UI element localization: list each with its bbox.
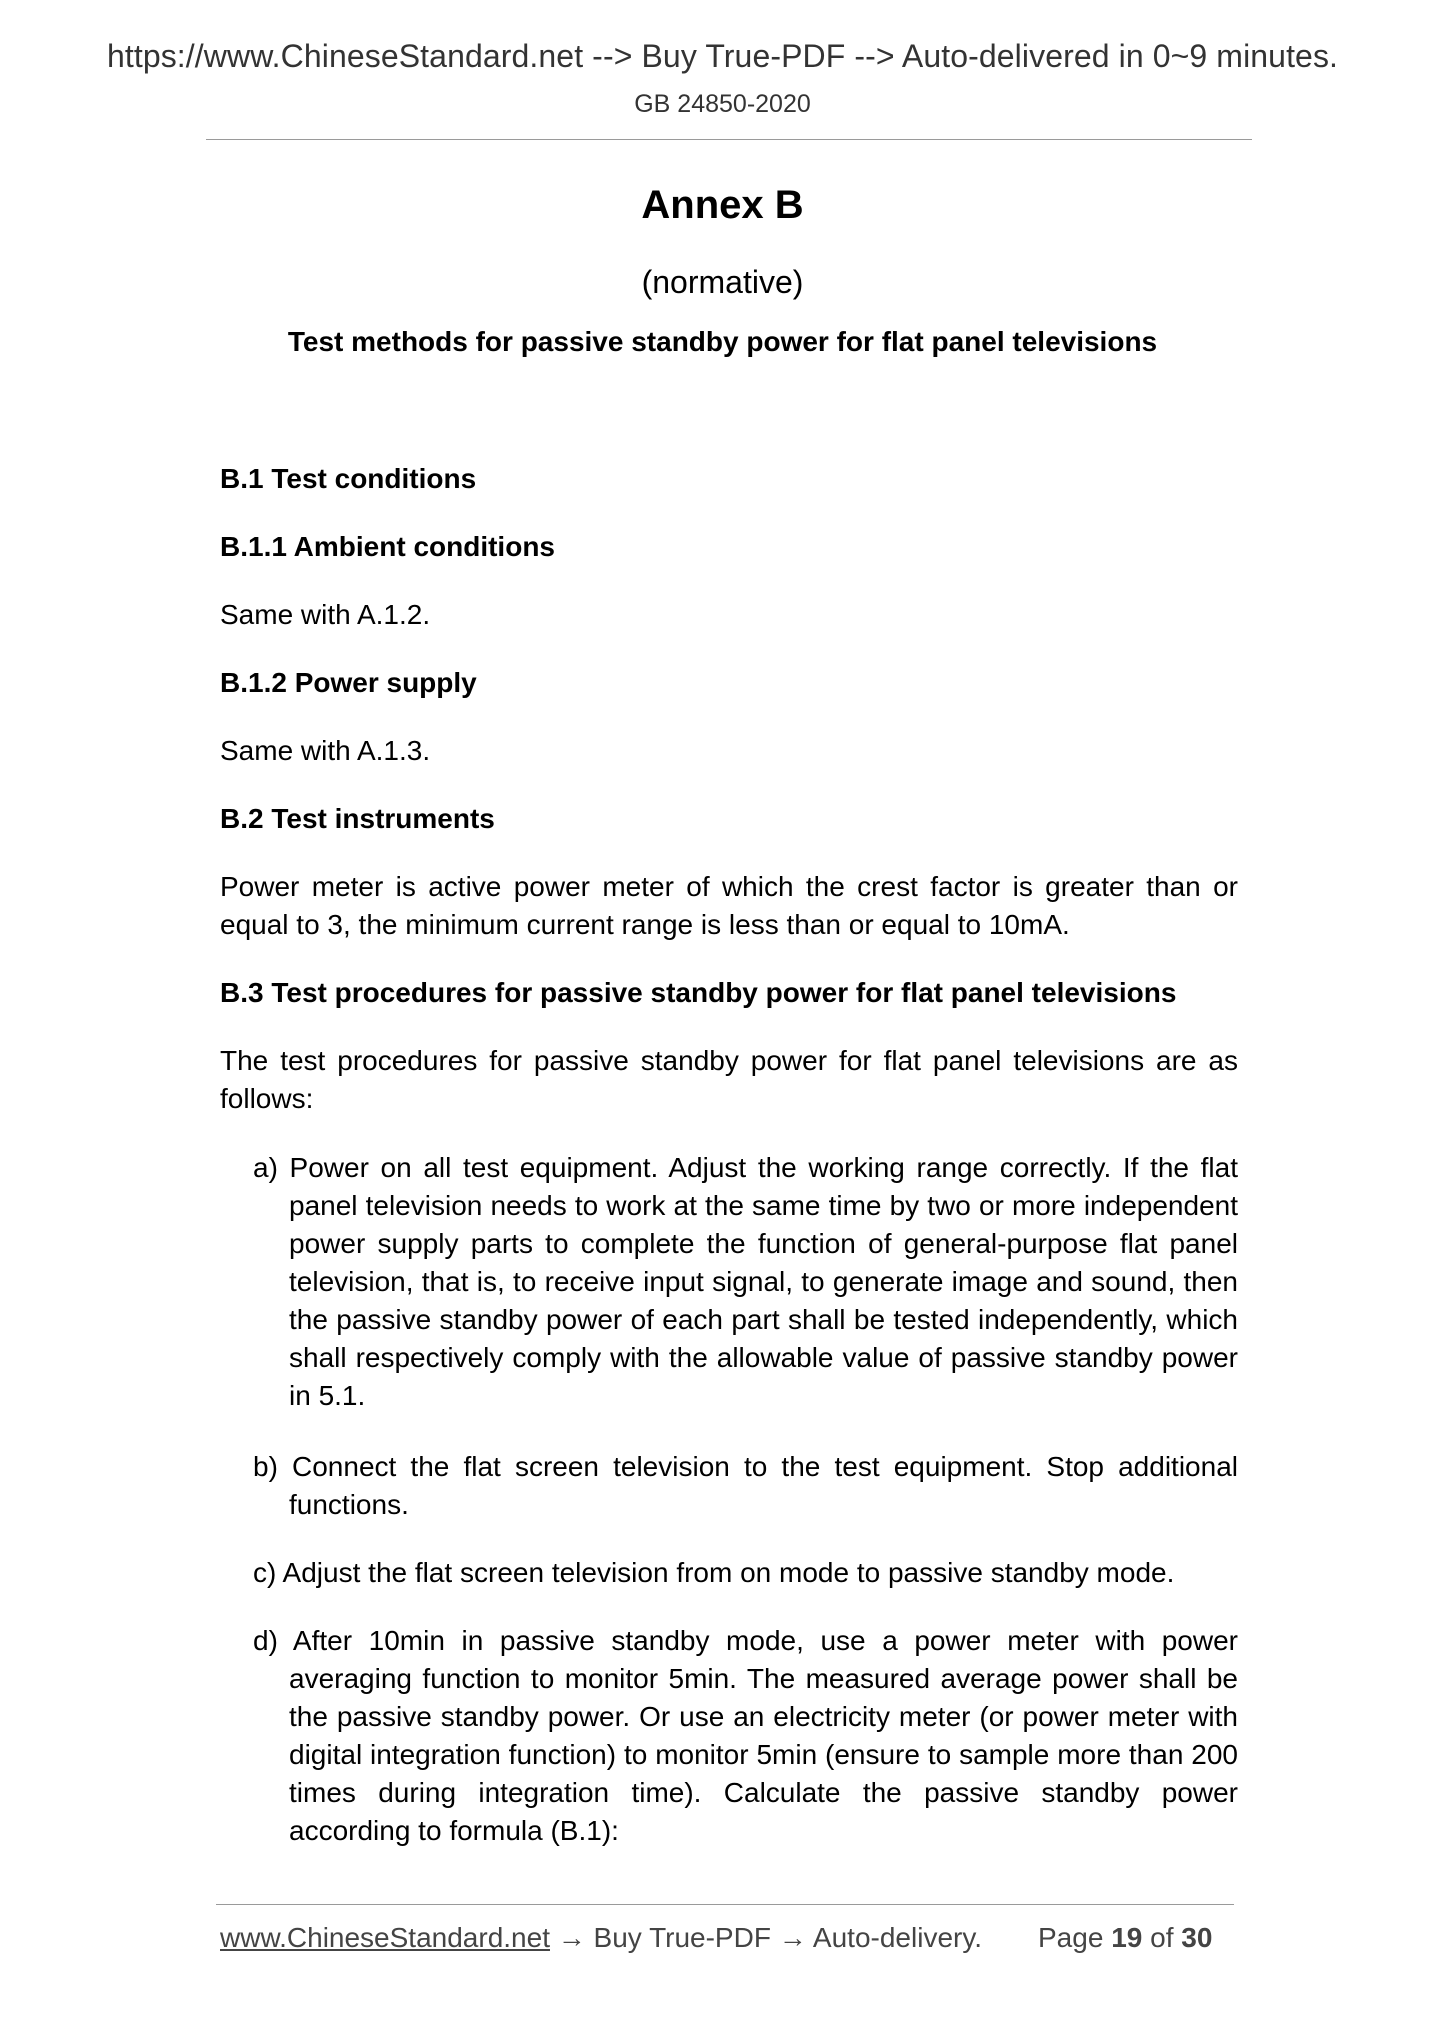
- section-text-b1-1: Same with A.1.2.: [220, 599, 431, 630]
- list-item-c: c) Adjust the flat screen television from on mode to passive standby mode.: [253, 1557, 1175, 1588]
- footer-divider: [216, 1904, 1234, 1905]
- list-item-d: d) After 10min in passive standby mode, use a power meter with power averaging function to monitor 5min. The measured average power shall be the passive standby power. Or use an electricity meter (or power meter with digital integration function) to monitor 5min (ensure to sample more than 200 times during integration time). Calculate the passive standby power according to formula (B.1):: [253, 1625, 1238, 1846]
- page-number: 19: [1111, 1922, 1143, 1953]
- annex-type: (normative): [641, 264, 804, 300]
- header-divider: [206, 139, 1252, 140]
- section-text-b2: Power meter is active power meter of which the crest factor is greater than or equal to 3, the minimum current range is less than or equal to 10mA.: [220, 871, 1238, 940]
- section-heading-b1: B.1 Test conditions: [220, 463, 477, 494]
- of-label: of: [1150, 1922, 1174, 1953]
- section-text-b1-2: Same with A.1.3.: [220, 735, 431, 766]
- section-heading-b2: B.2 Test instruments: [220, 803, 495, 834]
- page-indicator: [1038, 1922, 1212, 1954]
- site-banner: https://www.ChineseStandard.net --> Buy True-PDF --> Auto-delivered in 0~9 minutes.: [106, 38, 1339, 74]
- section-heading-b3: B.3 Test procedures for passive standby power for flat panel televisions: [220, 977, 1177, 1008]
- total-pages: 30: [1181, 1922, 1213, 1953]
- page-label: Page: [1038, 1922, 1104, 1953]
- footer-promo: [220, 1922, 982, 1954]
- document-id: GB 24850-2020: [634, 90, 811, 118]
- list-item-a: a) Power on all test equipment. Adjust the working range correctly. If the flat panel television needs to work at the same time by two or more independent power supply parts to complete the function of general-purpose flat panel television, that is, to receive input signal, to generate image and sound, then the passive standby power of each part shall be tested independently, which shall respectively comply with the allowable value of passive standby power in 5.1.: [253, 1152, 1238, 1411]
- section-intro-b3: The test procedures for passive standby power for flat panel televisions are as follows:: [220, 1045, 1238, 1114]
- annex-title: Annex B: [641, 183, 804, 227]
- footer-site-link[interactable]: www.ChineseStandard.net: [220, 1922, 550, 1953]
- annex-subtitle: Test methods for passive standby power for flat panel televisions: [287, 326, 1158, 357]
- footer-promo-text: → Buy True-PDF → Auto-delivery.: [549, 1922, 983, 1953]
- section-heading-b1-2: B.1.2 Power supply: [220, 667, 477, 698]
- list-item-b: b) Connect the flat screen television to the test equipment. Stop additional functions.: [253, 1451, 1238, 1520]
- section-heading-b1-1: B.1.1 Ambient conditions: [220, 531, 555, 562]
